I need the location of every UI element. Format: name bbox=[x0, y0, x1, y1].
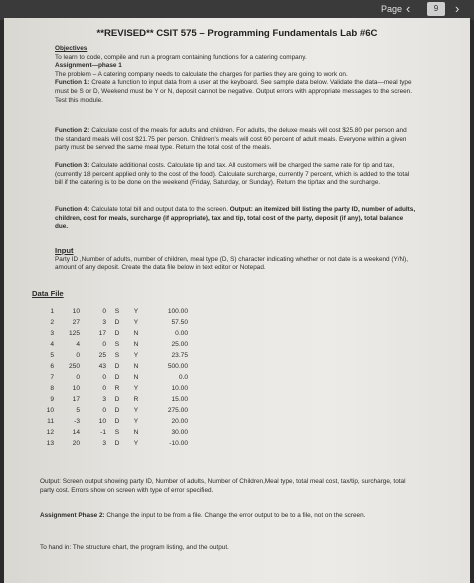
data-cell: Y bbox=[133, 418, 139, 425]
data-cell: N bbox=[133, 330, 139, 337]
data-cell: 275.00 bbox=[167, 407, 188, 414]
data-cell: 6 bbox=[50, 363, 54, 370]
data-cell: 43 bbox=[98, 363, 106, 370]
data-cell: N bbox=[133, 374, 139, 381]
data-cell: 27 bbox=[72, 319, 80, 326]
data-file-heading: Data File bbox=[32, 289, 64, 298]
data-cell: 4 bbox=[50, 341, 54, 348]
data-cell: 5 bbox=[76, 407, 80, 414]
data-cell: 0.0 bbox=[178, 374, 188, 381]
data-cell: 15.00 bbox=[171, 396, 188, 403]
data-cell: 11 bbox=[47, 418, 54, 425]
data-cell: D bbox=[114, 396, 120, 403]
data-cell: -1 bbox=[100, 429, 106, 436]
data-cell: 3 bbox=[50, 330, 54, 337]
data-cell: 0 bbox=[102, 385, 106, 392]
data-cell: -10.00 bbox=[169, 440, 188, 447]
data-cell: 2 bbox=[50, 319, 54, 326]
output-text: Output: Screen output showing party ID, Number of adults, Number of Children,Meal type, total meal cost, tax/tip, surcharge, total party cost. Errors show on screen with type of error specified. bbox=[40, 478, 406, 494]
data-cell: Y bbox=[133, 440, 139, 447]
data-cell: 4 bbox=[76, 341, 80, 348]
page-number-field[interactable]: 9 bbox=[427, 2, 445, 16]
data-cell: 9 bbox=[50, 396, 54, 403]
data-cell: 17 bbox=[72, 396, 80, 403]
data-cell: 23.75 bbox=[171, 352, 188, 359]
data-cell: 0 bbox=[76, 352, 80, 359]
next-page-icon[interactable]: › bbox=[455, 1, 460, 16]
function-4-output: Output: an itemized bill listing the party ID, number of adults, children, cost for meals, surcharge (if appropriate), tax and tip, total cost of the party, deposit (if any), total balance due. bbox=[55, 206, 416, 231]
data-cell: 25.00 bbox=[171, 341, 188, 348]
data-cell: 10 bbox=[72, 308, 80, 315]
data-cell: 500.00 bbox=[167, 363, 188, 370]
data-cell: 10.00 bbox=[171, 385, 188, 392]
function-2-text: Calculate cost of the meals for adults and children. For adults, the deluxe meals will cost $25.80 per person and the standard meals will cost $21.75 per person. Children's meals will cost 60 percent of adult meals. Everyone within a given party must be served the same meal type. Return the total cost of the meals. bbox=[55, 127, 407, 152]
data-cell: 0 bbox=[102, 308, 106, 315]
data-cell: N bbox=[133, 341, 139, 348]
data-cell: S bbox=[114, 308, 120, 315]
function-3-text: Calculate additional costs. Calculate tip and tax. All customers will be charged the same rate for tip and tax, (currently 18 percent applied only to the cost of the food). Calculate surcharge, currently 7 percent, which is added to the total bill if the catering is to be done on the weekend (Friday, Saturday, or Sunday). Return the tip/tax and the surcharge. bbox=[55, 162, 410, 187]
data-cell: 10 bbox=[46, 407, 54, 414]
input-text: Party ID ,Number of adults, number of children, meal type (D, S) character indicating whether or not date is a weekend (Y/N), amount of any deposit. Create the data file below in text editor or Notepad. bbox=[55, 255, 409, 272]
input-section bbox=[55, 247, 417, 273]
data-cell: 0 bbox=[102, 341, 106, 348]
data-cell: 3 bbox=[102, 396, 106, 403]
data-cell: Y bbox=[133, 385, 139, 392]
data-cell: R bbox=[114, 385, 120, 392]
function-2-label: Function 2: bbox=[55, 127, 90, 134]
data-cell: 17 bbox=[98, 330, 106, 337]
objectives-text: To learn to code, compile and run a program containing functions for a catering company. bbox=[55, 53, 307, 61]
data-cell: 1 bbox=[50, 308, 54, 315]
phase-2-paragraph bbox=[40, 512, 420, 521]
data-cell: D bbox=[114, 319, 120, 326]
data-cell: -3 bbox=[74, 418, 80, 425]
data-cell: 125 bbox=[68, 330, 80, 337]
data-cell: Y bbox=[133, 407, 139, 414]
data-cell: 30.00 bbox=[171, 429, 188, 436]
data-cell: 0 bbox=[102, 374, 106, 381]
data-cell: D bbox=[114, 418, 120, 425]
data-cell: S bbox=[114, 341, 120, 348]
data-cell: D bbox=[114, 440, 120, 447]
page-label: Page bbox=[381, 4, 403, 14]
data-cell: R bbox=[133, 396, 139, 403]
hand-in-text: To hand in: The structure chart, the program listing, and the output. bbox=[40, 544, 229, 551]
objectives-section bbox=[55, 45, 417, 105]
data-cell: 0 bbox=[102, 407, 106, 414]
data-cell: N bbox=[133, 363, 139, 370]
data-cell: 13 bbox=[46, 440, 54, 447]
data-cell: S bbox=[114, 429, 120, 436]
document-title: **REVISED** CSIT 575 – Programming Fundamentals Lab #6C bbox=[96, 28, 378, 39]
data-cell: 7 bbox=[50, 374, 54, 381]
function-2-paragraph bbox=[55, 127, 417, 153]
function-1-label: Function 1: bbox=[55, 79, 90, 87]
data-cell: 25 bbox=[98, 352, 106, 359]
objectives-heading: Objectives bbox=[55, 45, 88, 52]
data-cell: Y bbox=[133, 319, 139, 326]
data-file-heading-wrap bbox=[32, 290, 394, 299]
data-cell: 3 bbox=[102, 319, 106, 326]
function-1-text: Create a function to input data from a user at the keyboard. See sample data below. Validate the data—meal type must be S or D, Weekend must be Y or N, deposit cannot be negative. Output errors with appropriate messages to the screen. Test this module. bbox=[55, 79, 413, 104]
data-cell: 3 bbox=[102, 440, 106, 447]
data-cell: D bbox=[114, 363, 120, 370]
data-cell: 0.00 bbox=[175, 330, 188, 337]
function-3-paragraph bbox=[55, 162, 417, 188]
data-cell: 10 bbox=[72, 385, 80, 392]
viewer-toolbar bbox=[0, 0, 474, 20]
function-3-label: Function 3: bbox=[55, 162, 90, 169]
data-cell: 8 bbox=[50, 385, 54, 392]
data-cell: 100.00 bbox=[167, 308, 188, 315]
function-4-label: Function 4: bbox=[55, 206, 90, 213]
phase-2-text: Change the input to be from a file. Change the error output to be to a file, not on the screen. bbox=[106, 512, 366, 519]
data-cell: 20.00 bbox=[171, 418, 188, 425]
phase-2-label: Assignment Phase 2: bbox=[40, 512, 105, 519]
data-cell: N bbox=[133, 429, 139, 436]
data-cell: 250 bbox=[68, 363, 80, 370]
document-page bbox=[4, 18, 470, 583]
data-cell: D bbox=[114, 330, 120, 337]
problem-text: The problem – A catering company needs to calculate the charges for parties they are going to work on. bbox=[55, 70, 348, 78]
previous-page-icon[interactable]: ‹ bbox=[406, 1, 411, 16]
input-heading: Input bbox=[55, 246, 74, 255]
data-cell: 20 bbox=[72, 440, 80, 447]
data-cell: 5 bbox=[50, 352, 54, 359]
function-4-paragraph bbox=[55, 206, 417, 232]
function-1-paragraph bbox=[55, 79, 417, 105]
data-cell: 57.50 bbox=[171, 319, 188, 326]
data-cell: D bbox=[114, 407, 120, 414]
data-cell: 10 bbox=[98, 418, 106, 425]
data-cell: Y bbox=[133, 308, 139, 315]
data-cell: 14 bbox=[72, 429, 80, 436]
assignment-heading: Assignment—phase 1 bbox=[55, 62, 122, 70]
data-cell: 12 bbox=[46, 429, 54, 436]
data-cell: D bbox=[114, 374, 120, 381]
data-cell: Y bbox=[133, 352, 139, 359]
data-cell: S bbox=[114, 352, 120, 359]
data-cell: 0 bbox=[76, 374, 80, 381]
function-4-text: Calculate total bill and output data to the screen. bbox=[91, 206, 228, 213]
